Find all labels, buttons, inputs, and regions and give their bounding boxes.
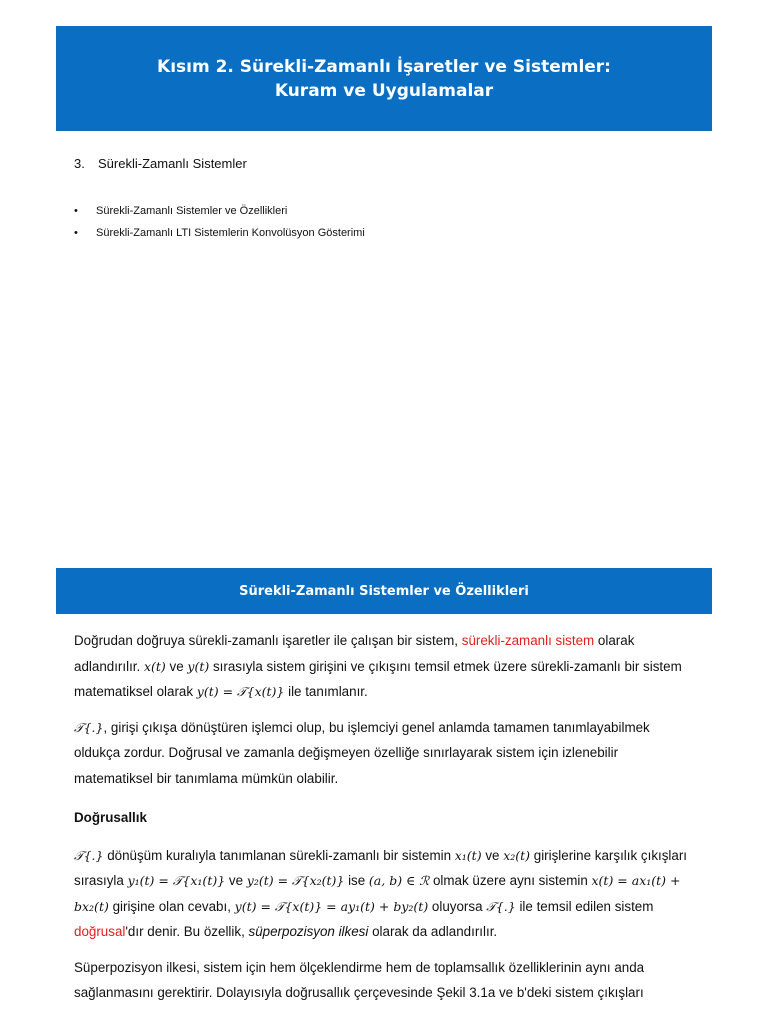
math-inline: y(t) = 𝒯{x(t)} [196, 684, 285, 699]
section-title: Sürekli-Zamanlı Sistemler ve Özellikleri [239, 583, 529, 599]
chapter-title-line2: Kuram ve Uygulamalar [274, 80, 494, 101]
bullet-icon: • [74, 205, 78, 217]
paragraph-4: Süperpozisyon ilkesi, sistem için hem ölçeklendirme hem de toplamsallık özelliklerinin aynı anda sağlanmasını gerektirir. Dolayısıyla doğrusallık çerçevesinde Şekil 3.1a ve b'deki sistem çıkışları [74, 959, 645, 1000]
toc-item [74, 225, 365, 247]
math-inline: y(t) [187, 658, 210, 674]
highlight-term: doğrusal [74, 924, 126, 939]
bullet-icon: • [74, 227, 78, 239]
highlight-term: sürekli-zamanlı sistem [461, 633, 595, 648]
section-title-banner [56, 568, 712, 614]
chapter-title-banner [56, 26, 712, 131]
paragraph-3: 𝒯{.} dönüşüm kuralıyla tanımlanan sürekli-zamanlı bir sistemin x₁(t) ve x₂(t) girişlerine karşılık çıkışları sırasıyla y₁(t) = 𝒯{x₁(t)} ve y₂(t) = 𝒯{x₂(t)} ise (a, b) ∈ ℛ olmak üzere aynı sistemin x(t) = ax₁(t) + bx₂(t) girişine olan cevabı, y(t) = 𝒯{x(t)} = ay₁(t) + by₂(t) oluyorsa 𝒯{.} ile temsil edilen sistem doğrusal'dır denir. Bu özellik, süperpozisyon ilkesi olarak da adlandırılır. [74, 847, 688, 939]
subheading: Doğrusallık [74, 810, 147, 825]
math-inline: x(t) [143, 658, 166, 674]
toc-title: Sürekli-Zamanlı Sistemler [98, 156, 247, 171]
toc-number: 3. [74, 156, 85, 171]
document-body [74, 628, 698, 1016]
paragraph-1: Doğrudan doğruya sürekli-zamanlı işaretler ile çalışan bir sistem, sürekli-zamanlı sistem olarak adlandırılır. x(t) ve y(t) sırasıyla sistem girişini ve çıkışını temsil etmek üzere sürekli-zamanlı bir sistem matematiksel olarak y(t) = 𝒯{x(t)} ile tanımlanır. [74, 633, 682, 699]
toc-item [74, 203, 365, 225]
toc-list [74, 203, 365, 247]
math-inline: 𝒯{.} [74, 719, 104, 735]
toc-item-label: Sürekli-Zamanlı Sistemler ve Özellikleri [96, 205, 288, 217]
chapter-title-line1: Kısım 2. Sürekli-Zamanlı İşaretler ve Sistemler: [157, 56, 611, 77]
toc-heading [74, 156, 247, 171]
toc-item-label: Sürekli-Zamanlı LTI Sistemlerin Konvolüsyon Gösterimi [96, 227, 365, 239]
paragraph-2: 𝒯{.}, girişi çıkışa dönüştüren işlemci olup, bu işlemciyi genel anlamda tamamen tanımlayabilmek oldukça zordur. Doğrusal ve zamanla değişmeyen özelliğe sınırlayarak sistem için izlenebilir matematiksel bir tanımlama mümkün olabilir. [74, 719, 650, 786]
emphasis-term: süperpozisyon ilkesi [248, 924, 369, 939]
